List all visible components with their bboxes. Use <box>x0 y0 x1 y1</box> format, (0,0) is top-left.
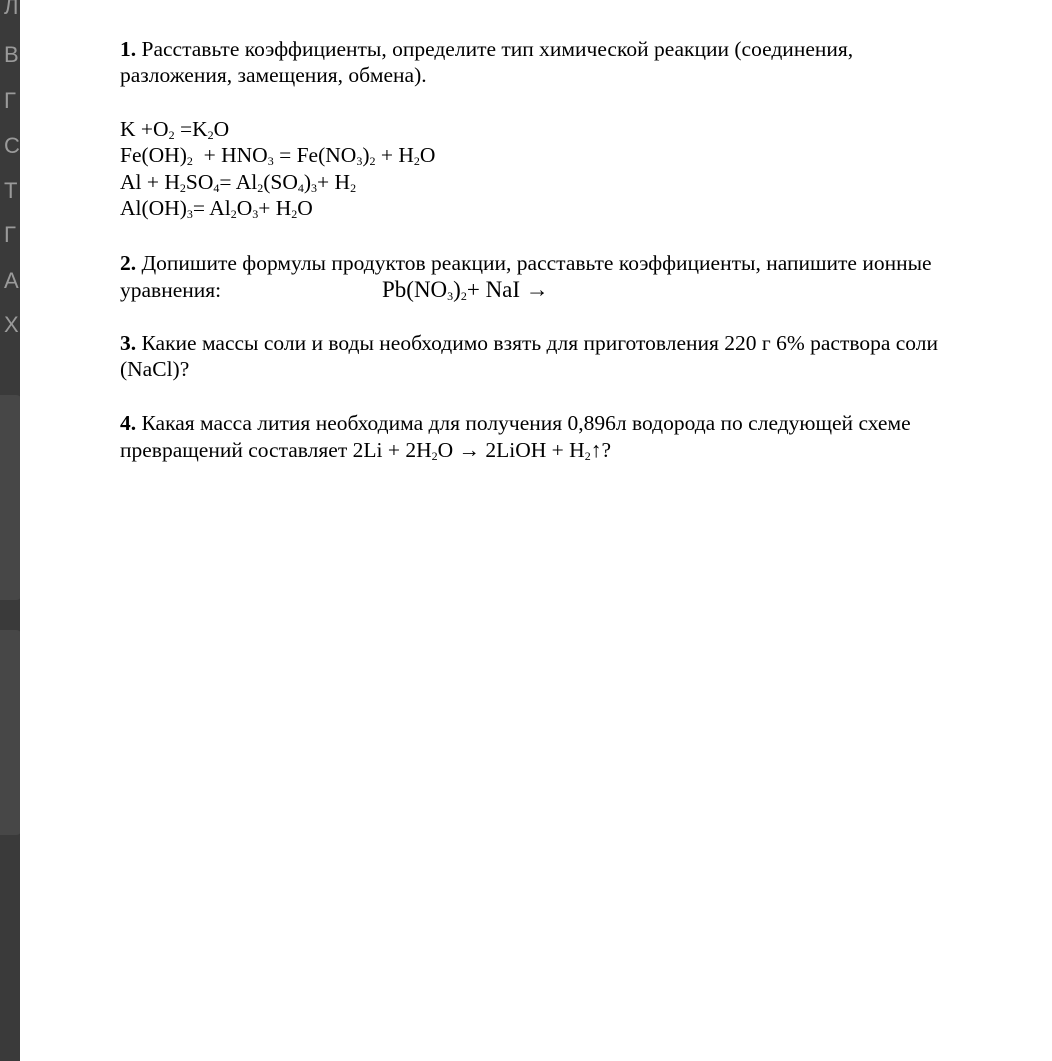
question-number: 3. <box>120 331 137 355</box>
question-number: 4. <box>120 411 137 435</box>
question-text: уравнения: <box>120 278 222 302</box>
reaction-equation: $Pb(NO_3)_2+$ NaI → <box>382 277 549 303</box>
question-text: Расставьте коэффициенты, определите тип химической реакции (соединения, <box>141 37 854 61</box>
background-letter: Г <box>4 222 16 247</box>
equation-4: $Al(OH)_3= Al_2O_3+ H_2O$ <box>120 196 313 221</box>
background-card <box>0 630 22 835</box>
question-1 <box>120 36 1020 62</box>
question-1-line2 <box>120 62 1020 88</box>
question-text: Какая масса лития необходима для получения 0,896л водорода по следующей схеме <box>141 411 911 435</box>
background-card <box>0 395 22 600</box>
question-2 <box>120 250 1020 276</box>
question-4 <box>120 410 1020 436</box>
question-3 <box>120 330 1020 356</box>
question-text: разложения, замещения, обмена). <box>120 63 427 87</box>
question-4-line2: превращений составляет $2Li + 2H_2O$ → 2LiOH + $H_2↑$? <box>120 438 612 463</box>
question-number: 2. <box>120 251 137 275</box>
question-text: Какие массы соли и воды необходимо взять для приготовления 220 г 6% раствора соли <box>141 331 939 355</box>
document-page <box>20 0 1052 1061</box>
background-letter: Т <box>4 178 18 203</box>
background-letter: Х <box>4 312 19 337</box>
equation-2: $Fe(OH)_2 + HNO_3 = Fe(NO_3)_2 + H_2O$ <box>120 143 436 168</box>
question-3-line2 <box>120 356 1020 382</box>
question-2-line2 <box>120 277 1020 303</box>
question-number: 1. <box>120 37 137 61</box>
background-letter: В <box>4 42 19 67</box>
background-letter: Г <box>4 88 16 113</box>
background-letter: А <box>4 268 19 293</box>
background-letter: С <box>4 133 20 158</box>
question-text: Допишите формулы продуктов реакции, расставьте коэффициенты, напишите ионные <box>136 251 932 275</box>
equation-3: $Al + H_2SO_4= Al_2(SO_4)_3+ H_2$ <box>120 170 357 195</box>
equation-1: $K +O_2 =K_2O$ <box>120 117 230 142</box>
background-letter: Л <box>4 0 19 19</box>
question-text: (NaCl)? <box>120 357 190 381</box>
